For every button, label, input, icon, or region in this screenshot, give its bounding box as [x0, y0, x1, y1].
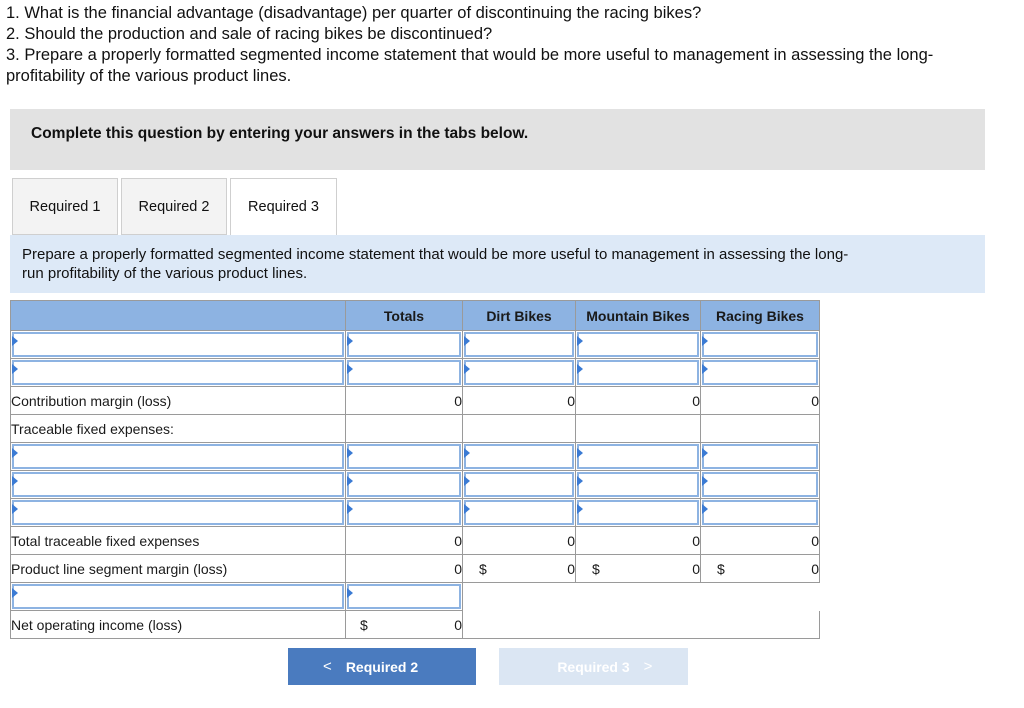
input-row-5: [11, 499, 820, 527]
net-operating-row: [11, 611, 820, 639]
segmented-income-statement: [10, 300, 820, 639]
question-3-continued: profitability of the various product lines.: [6, 67, 292, 85]
question-list: [6, 3, 1024, 87]
input-mountain[interactable]: [576, 499, 701, 527]
header-blank: [11, 301, 346, 331]
segment-totals: 0: [346, 555, 463, 583]
tab-required-2[interactable]: Required 2: [121, 178, 227, 235]
input-totals[interactable]: [346, 499, 463, 527]
dollar-sign: $: [592, 561, 600, 577]
segment-mountain: 0: [692, 560, 700, 577]
contribution-margin-label: Contribution margin (loss): [11, 387, 346, 415]
tab-required-1[interactable]: Required 1: [12, 178, 118, 235]
next-required-button[interactable]: [499, 648, 688, 685]
prev-button-label: Required 2: [345, 658, 419, 675]
segment-dirt-cell: [463, 555, 576, 583]
question-1: 1. What is the financial advantage (disadvantage) per quarter of discontinuing the racing bikes?: [6, 4, 702, 22]
input-racing[interactable]: [701, 471, 820, 499]
input-dirt[interactable]: [463, 443, 576, 471]
empty-cell: [463, 415, 576, 443]
input-row-3: [11, 443, 820, 471]
empty-cell: [576, 415, 701, 443]
prompt-line-1: Prepare a properly formatted segmented income statement that would be more useful to management in assessing the long-: [22, 246, 849, 263]
header-totals: Totals: [346, 301, 463, 331]
contribution-racing: 0: [701, 387, 820, 415]
empty-cell: [463, 583, 820, 611]
header-row: [11, 301, 820, 331]
header-dirt-bikes: Dirt Bikes: [463, 301, 576, 331]
segment-racing: 0: [811, 560, 819, 577]
total-traceable-label: Total traceable fixed expenses: [11, 527, 346, 555]
header-mountain-bikes: Mountain Bikes: [576, 301, 701, 331]
input-racing[interactable]: [701, 499, 820, 527]
header-racing-bikes: Racing Bikes: [701, 301, 820, 331]
input-totals[interactable]: [346, 331, 463, 359]
row-label-dropdown[interactable]: [11, 499, 346, 527]
input-racing[interactable]: [701, 359, 820, 387]
input-totals[interactable]: [346, 471, 463, 499]
prompt-line-2: run profitability of the various product lines.: [22, 265, 308, 282]
net-operating-label: Net operating income (loss): [11, 611, 346, 639]
contribution-margin-row: [11, 387, 820, 415]
traceable-fixed-label: Traceable fixed expenses:: [11, 415, 346, 443]
empty-cell: [701, 415, 820, 443]
input-dirt[interactable]: [463, 471, 576, 499]
input-mountain[interactable]: [576, 471, 701, 499]
row-label-dropdown[interactable]: [11, 443, 346, 471]
segment-mountain-cell: [576, 555, 701, 583]
row-label-dropdown[interactable]: [11, 331, 346, 359]
row-label-dropdown[interactable]: [11, 359, 346, 387]
input-row-4: [11, 471, 820, 499]
chevron-right-icon: >: [643, 658, 653, 675]
contribution-totals: 0: [346, 387, 463, 415]
net-operating-cell: [346, 611, 463, 639]
dollar-sign: $: [479, 561, 487, 577]
input-row-1: [11, 331, 820, 359]
segment-dirt: 0: [567, 560, 575, 577]
row-label-dropdown[interactable]: [11, 583, 346, 611]
input-racing[interactable]: [701, 443, 820, 471]
instructions-banner: [10, 109, 985, 170]
empty-cell: [346, 415, 463, 443]
input-mountain[interactable]: [576, 443, 701, 471]
prev-required-button[interactable]: [288, 648, 476, 685]
total-traceable-racing: 0: [701, 527, 820, 555]
contribution-mountain: 0: [576, 387, 701, 415]
tab-required-3[interactable]: Required 3: [230, 178, 337, 236]
row-label-dropdown[interactable]: [11, 471, 346, 499]
input-row-6: [11, 583, 820, 611]
segment-racing-cell: [701, 555, 820, 583]
total-traceable-mountain: 0: [576, 527, 701, 555]
dollar-sign: $: [717, 561, 725, 577]
question-2: 2. Should the production and sale of racing bikes be discontinued?: [6, 25, 493, 43]
question-3: 3. Prepare a properly formatted segmented income statement that would be more useful to management in assessing the long-: [6, 46, 934, 64]
input-dirt[interactable]: [463, 359, 576, 387]
next-button-label: Required 3: [557, 658, 630, 675]
input-totals[interactable]: [346, 443, 463, 471]
total-traceable-totals: 0: [346, 527, 463, 555]
segment-margin-row: [11, 555, 820, 583]
dollar-sign: $: [360, 617, 368, 633]
input-mountain[interactable]: [576, 331, 701, 359]
input-totals[interactable]: [346, 583, 463, 611]
chevron-left-icon: <: [323, 658, 332, 675]
input-dirt[interactable]: [463, 499, 576, 527]
total-traceable-dirt: 0: [463, 527, 576, 555]
input-mountain[interactable]: [576, 359, 701, 387]
input-racing[interactable]: [701, 331, 820, 359]
input-dirt[interactable]: [463, 331, 576, 359]
traceable-heading-row: [11, 415, 820, 443]
net-operating-totals: 0: [454, 616, 462, 633]
banner-text: Complete this question by entering your answers in the tabs below.: [31, 125, 529, 142]
segment-margin-label: Product line segment margin (loss): [11, 555, 346, 583]
input-row-2: [11, 359, 820, 387]
contribution-dirt: 0: [463, 387, 576, 415]
empty-cell: [463, 611, 820, 639]
input-totals[interactable]: [346, 359, 463, 387]
tab-prompt: [10, 235, 985, 293]
total-traceable-row: [11, 527, 820, 555]
